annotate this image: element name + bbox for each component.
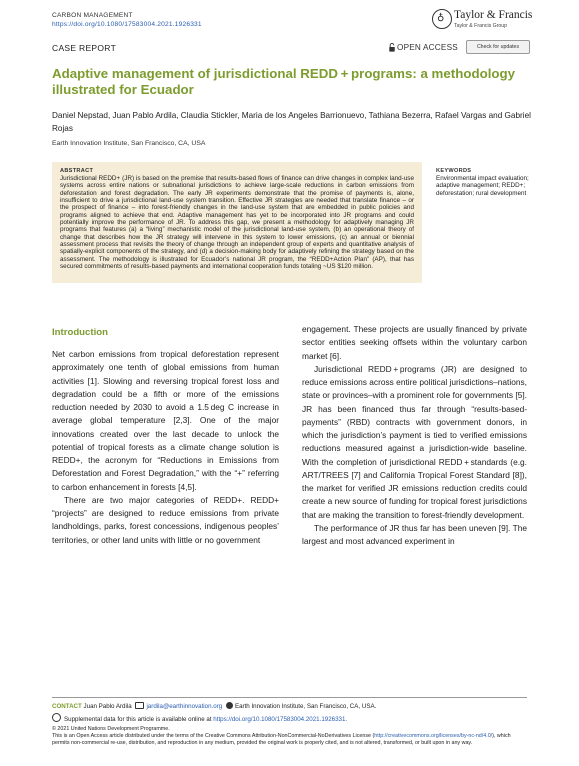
contact-line	[52, 702, 376, 711]
supplemental-data-icon	[52, 713, 61, 722]
open-lock-icon	[389, 43, 395, 52]
abstract-text: Jurisdictional REDD+ (JR) is based on the premise that results-based flows of finance can drive changes in complex land-use systems across entire nations or subnational jurisdictions to achieve large-scale reductions in carbon emissions from deforestation and forest degradation. The early JR experiments demonstrate that the promise of payments is, alone, insufficient to drive a jurisdictional land-use system transition. Effective JR strategies are needed that translate finance – or the prospect of finance – into forest-friendly changes in the land-use system that are embedded in public policies and programs aligned to achieve that end. Adaptive management has yet to be incorporated into JR programs and could potentially improve the performance of JR. To address this gap, we present a methodology for adaptively managing JR programs that features (a) a “living” mechanistic model of the jurisdictional land-use system, (b) an operational theory of change that describes how the JR strategy will intervene in this system to lower emissions, (c) an annual or biennial assessment process that revisits the theory of change through an independent group of experts and quantitative analysis of spatially-explicit components of the strategy, and (d) a decision-making body for adaptively refining the strategy based on the assessment. The methodology is illustrated for Ecuador’s national JR program, the “REDD+Action Plan” (AP), that has secured commitments of results-based payments and international cooperation funds totaling ~US $120 million.	[60, 175, 414, 271]
supplemental-line	[52, 713, 347, 723]
paragraph: Jurisdictional REDD + programs (JR) are designed to reduce emissions across entire political jurisdictions–nations, state or provinces–with a prominent role for governments [5]. JR has been financed thus far through “results-based-payments” (RBD) contracts with government donors, in which the jurisdiction’s payment is tied to verified emissions reductions measured against a jurisdiction-wide baseline. With the completion of jurisdictional REDD + standards (e.g. ART/TREES [7] and California Tropical Forest Standard [8]), the market for verified JR emissions reduction credits could create a new source of funding for tropical forest jurisdictions that are making the transition to forest-friendly development.	[302, 363, 527, 520]
keywords-box	[436, 168, 536, 197]
section-heading-introduction: Introduction	[52, 327, 108, 338]
address-icon	[226, 702, 233, 709]
abstract-box	[52, 162, 422, 283]
publisher-name: Taylor & Francis	[454, 9, 533, 21]
publisher-subtitle: Taylor & Francis Group	[454, 23, 508, 29]
open-access-label: OPEN ACCESS	[397, 43, 458, 52]
doi-link[interactable]: https://doi.org/10.1080/17583004.2021.1926331	[52, 20, 202, 28]
license-link[interactable]: http://creativecommons.org/licenses/by-nc-nd/4.0/	[374, 733, 493, 740]
footer-divider	[52, 697, 527, 698]
contact-email-link[interactable]: jardila@earthinnovation.org	[146, 703, 223, 710]
author-list: Daniel Nepstad, Juan Pablo Ardila, Claudia Stickler, Maria de los Angeles Barrionuevo, Tathiana Bezerra, Rafael Vargas and Gabriel Rojas	[52, 111, 531, 133]
body-column-left	[52, 327, 279, 547]
contact-affiliation: Earth Innovation Institute, San Francisco, CA, USA.	[234, 703, 377, 710]
license-text-end: ), which permits non-commercial re-use, distribution, and reproduction in any medium, provided the original work is properly cited, and is not altered, transformed, or built upon in any way.	[52, 733, 511, 747]
check-for-updates-button[interactable]: Check for updates	[466, 40, 530, 54]
keywords-heading: KEYWORDS	[436, 168, 472, 174]
journal-header	[52, 12, 202, 29]
copyright-block	[52, 726, 527, 748]
body-column-right	[302, 323, 527, 548]
license-text-start: This is an Open Access article distributed under the terms of the Creative Commons Attribution-NonCommercial-NoDerivatives License (	[52, 733, 375, 740]
email-icon	[135, 702, 144, 709]
article-type: CASE REPORT	[52, 43, 117, 53]
keywords-text: Environmental impact evaluation; adaptive management; REDD+; deforestation; rural development	[436, 175, 529, 197]
publisher-logo	[432, 9, 562, 33]
journal-name: CARBON MANAGEMENT	[52, 12, 133, 19]
abstract-heading: ABSTRACT	[60, 168, 94, 174]
paragraph: engagement. These projects are usually financed by private sector entities seeking offsets within the voluntary carbon market [6].	[302, 324, 527, 361]
copyright-line: © 2021 United Nations Development Programme.	[52, 726, 170, 732]
paragraph: There are two major categories of REDD+. REDD+ “projects” are designed to reduce emissions from private landholdings, parks, forest concessions, indigenous peoples’ territories, or other land units with little or no government	[52, 494, 279, 545]
contact-label: CONTACT	[52, 703, 82, 710]
article-title: Adaptive management of jurisdictional REDD + programs: a methodology illustrated for Ecuador	[52, 66, 516, 97]
paragraph: Net carbon emissions from tropical deforestation represent approximately one tenth of global emissions from human activities [1]. Slowing and reversing tropical forest loss and degradation could be a fifth or more of the emissions reduction needed by 2030 to avoid a 1.5 deg C increase in average global temperature [2,3]. One of the major innovations created over the last decade to unlock the potential of tropical forests as a climate change solution is REDD+, the acronym for “Reductions in Emissions from Deforestation and Forest Degradation,” with the “+” referring to carbon enhancement in forests [4,5].	[52, 349, 279, 492]
affiliation: Earth Innovation Institute, San Francisco, CA, USA	[52, 140, 206, 147]
publisher-emblem-icon: ♁	[432, 9, 452, 29]
paragraph: The performance of JR thus far has been uneven [9]. The largest and most advanced experiment in	[302, 522, 527, 546]
supplemental-link[interactable]: https://doi.org/10.1080/17583004.2021.1926331.	[213, 716, 348, 723]
license-text	[52, 733, 527, 747]
supplemental-text: Supplemental data for this article is available online at	[64, 716, 212, 723]
contact-name: Juan Pablo Ardila	[83, 703, 132, 710]
